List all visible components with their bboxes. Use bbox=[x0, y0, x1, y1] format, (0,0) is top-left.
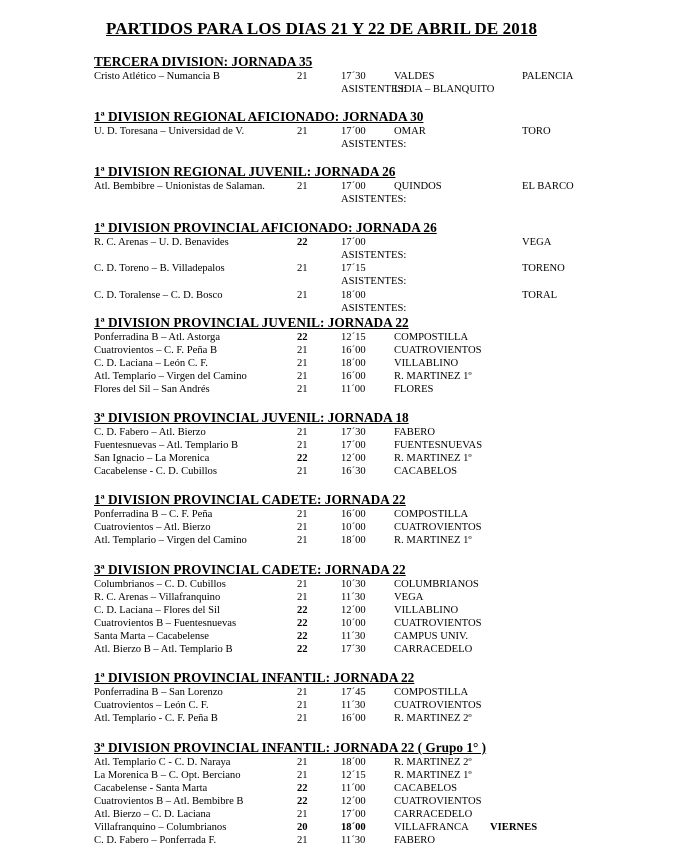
match-day: 21 bbox=[297, 427, 308, 438]
match-row bbox=[0, 686, 700, 699]
match-row bbox=[0, 591, 700, 604]
section-heading: 1ª DIVISION PROVINCIAL CADETE: JORNADA 22 bbox=[94, 492, 406, 507]
asistentes-label: ASISTENTES: bbox=[341, 276, 407, 287]
match-time: 16´00 bbox=[341, 509, 366, 520]
match-row bbox=[0, 821, 700, 834]
match-time: 18´00 bbox=[341, 822, 366, 833]
match-field: R. MARTINEZ 1º bbox=[394, 453, 472, 464]
match-teams: Cristo Atlético – Numancia B bbox=[94, 71, 220, 82]
match-field: R. MARTINEZ 2º bbox=[394, 757, 472, 768]
match-field: FLORES bbox=[394, 384, 434, 395]
match-time: 12´00 bbox=[341, 453, 366, 464]
match-teams: Cacabelense - C. D. Cubillos bbox=[94, 466, 217, 477]
match-day: 21 bbox=[297, 71, 308, 82]
match-day: 21 bbox=[297, 713, 308, 724]
match-day: 21 bbox=[297, 757, 308, 768]
match-row bbox=[0, 125, 700, 138]
match-row bbox=[0, 383, 700, 396]
match-teams: Flores del Sil – San Andrés bbox=[94, 384, 210, 395]
match-row bbox=[0, 578, 700, 591]
match-row bbox=[0, 331, 700, 344]
match-teams: Ponferradina B – San Lorenzo bbox=[94, 687, 223, 698]
match-row bbox=[0, 344, 700, 357]
asistentes-row bbox=[0, 193, 700, 206]
asistentes-row bbox=[0, 275, 700, 288]
match-teams: Atl. Bembibre – Unionistas de Salaman. bbox=[94, 181, 265, 192]
match-time: 11´00 bbox=[341, 384, 366, 395]
match-field: COMPOSTILLA bbox=[394, 509, 469, 520]
match-teams: San Ignacio – La Morenica bbox=[94, 453, 210, 464]
match-teams: Fuentesnuevas – Atl. Templario B bbox=[94, 440, 239, 451]
match-teams: Santa Marta – Cacabelense bbox=[94, 631, 210, 642]
match-time: 12´00 bbox=[341, 796, 366, 807]
match-day: 21 bbox=[297, 126, 308, 137]
match-teams: C. D. Fabero – Ponferrada F. bbox=[94, 835, 217, 846]
match-time: 17´00 bbox=[341, 809, 366, 820]
match-day: 22 bbox=[297, 644, 308, 655]
match-day: 22 bbox=[297, 618, 308, 629]
match-time: 10´30 bbox=[341, 579, 366, 590]
match-field: OMAR bbox=[394, 126, 426, 137]
match-teams: Ponferradina B – C. F. Peña bbox=[94, 509, 213, 520]
match-row bbox=[0, 630, 700, 643]
match-teams: R. C. Arenas – Villafranquino bbox=[94, 592, 221, 603]
match-day: 21 bbox=[297, 371, 308, 382]
match-field: R. MARTINEZ 1º bbox=[394, 770, 472, 781]
match-field: CUATROVIENTOS bbox=[394, 796, 482, 807]
page-title: PARTIDOS PARA LOS DIAS 21 Y 22 DE ABRIL DE 2018 bbox=[106, 19, 538, 38]
section-heading: 3ª DIVISION PROVINCIAL CADETE: JORNADA 22 bbox=[94, 562, 406, 577]
match-day: 21 bbox=[297, 809, 308, 820]
match-time: 11´30 bbox=[341, 835, 366, 846]
match-teams: C. D. Laciana – Flores del Sil bbox=[94, 605, 220, 616]
match-teams: Columbrianos – C. D. Cubillos bbox=[94, 579, 226, 590]
match-field: CUATROVIENTOS bbox=[394, 618, 482, 629]
match-field: CACABELOS bbox=[394, 783, 457, 794]
match-day: 21 bbox=[297, 770, 308, 781]
match-teams: C. D. Laciana – León C. F. bbox=[94, 358, 208, 369]
section-heading: 1ª DIVISION PROVINCIAL AFICIONADO: JORNADA 26 bbox=[94, 220, 437, 235]
match-field: CUATROVIENTOS bbox=[394, 345, 482, 356]
match-row bbox=[0, 643, 700, 656]
match-day: 21 bbox=[297, 509, 308, 520]
section-heading: 1ª DIVISION REGIONAL JUVENIL: JORNADA 26 bbox=[94, 164, 396, 179]
match-row bbox=[0, 782, 700, 795]
match-day: 21 bbox=[297, 263, 308, 274]
match-row bbox=[0, 834, 700, 847]
match-teams: Cuatrovientos B – Atl. Bembibre B bbox=[94, 796, 244, 807]
match-time: 16´00 bbox=[341, 345, 366, 356]
match-row bbox=[0, 439, 700, 452]
match-day: 22 bbox=[297, 631, 308, 642]
match-row bbox=[0, 236, 700, 249]
match-time: 17´00 bbox=[341, 126, 366, 137]
match-time: 16´00 bbox=[341, 371, 366, 382]
section-heading: 1ª DIVISION PROVINCIAL INFANTIL: JORNADA 22 bbox=[94, 670, 415, 685]
match-field: CAMPUS UNIV. bbox=[394, 631, 468, 642]
match-town: TORO bbox=[522, 126, 551, 137]
match-time: 10´00 bbox=[341, 618, 366, 629]
match-time: 11´00 bbox=[341, 783, 366, 794]
match-teams: C. D. Fabero – Atl. Bierzo bbox=[94, 427, 206, 438]
match-row bbox=[0, 756, 700, 769]
match-time: 17´30 bbox=[341, 427, 366, 438]
match-row bbox=[0, 180, 700, 193]
match-day: 22 bbox=[297, 453, 308, 464]
match-day: 21 bbox=[297, 345, 308, 356]
match-day: 21 bbox=[297, 535, 308, 546]
match-field: CUATROVIENTOS bbox=[394, 700, 482, 711]
match-row bbox=[0, 712, 700, 725]
match-row bbox=[0, 534, 700, 547]
match-row bbox=[0, 769, 700, 782]
match-day: 21 bbox=[297, 522, 308, 533]
match-day: 21 bbox=[297, 384, 308, 395]
match-row bbox=[0, 699, 700, 712]
asistentes-label: ASISTENTES: bbox=[341, 194, 407, 205]
match-time: 11´30 bbox=[341, 631, 366, 642]
match-field: CARRACEDELO bbox=[394, 644, 473, 655]
match-field: COLUMBRIANOS bbox=[394, 579, 479, 590]
match-teams: Atl. Templario – Virgen del Camino bbox=[94, 535, 247, 546]
match-time: 10´00 bbox=[341, 522, 366, 533]
match-field: FABERO bbox=[394, 427, 436, 438]
match-field: CARRACEDELO bbox=[394, 809, 473, 820]
match-teams: C. D. Toreno – B. Villadepalos bbox=[94, 263, 225, 274]
match-row bbox=[0, 370, 700, 383]
match-day: 21 bbox=[297, 466, 308, 477]
match-teams: Cacabelense - Santa Marta bbox=[94, 783, 208, 794]
match-row bbox=[0, 465, 700, 478]
section-heading: 3ª DIVISION PROVINCIAL INFANTIL: JORNADA 22 ( Grupo 1° ) bbox=[94, 740, 487, 755]
match-field: COMPOSTILLA bbox=[394, 332, 469, 343]
match-row bbox=[0, 452, 700, 465]
match-town: PALENCIA bbox=[522, 71, 574, 82]
match-field: R. MARTINEZ 1º bbox=[394, 535, 472, 546]
match-day: 21 bbox=[297, 700, 308, 711]
match-row bbox=[0, 808, 700, 821]
match-day: 21 bbox=[297, 592, 308, 603]
match-time: 17´45 bbox=[341, 687, 366, 698]
match-field: R. MARTINEZ 2º bbox=[394, 713, 472, 724]
section-heading: 1ª DIVISION PROVINCIAL JUVENIL: JORNADA 22 bbox=[94, 315, 409, 330]
match-day: 21 bbox=[297, 290, 308, 301]
match-teams: Ponferradina B – Atl. Astorga bbox=[94, 332, 221, 343]
match-field: R. MARTINEZ 1º bbox=[394, 371, 472, 382]
match-day: 22 bbox=[297, 237, 308, 248]
match-row bbox=[0, 795, 700, 808]
match-time: 17´30 bbox=[341, 644, 366, 655]
match-row bbox=[0, 508, 700, 521]
referee-names: LIDIA – BLANQUITO bbox=[394, 84, 495, 95]
match-teams: Cuatrovientos B – Fuentesnuevas bbox=[94, 618, 237, 629]
match-teams: U. D. Toresana – Universidad de V. bbox=[94, 126, 245, 137]
asistentes-label: ASISTENTES: bbox=[341, 84, 407, 95]
match-time: 17´00 bbox=[341, 181, 366, 192]
asistentes-row bbox=[0, 302, 700, 315]
match-day: 22 bbox=[297, 796, 308, 807]
match-day: 20 bbox=[297, 822, 308, 833]
match-teams: Atl. Templario - C. F. Peña B bbox=[94, 713, 218, 724]
match-teams: Atl. Templario C - C. D. Naraya bbox=[94, 757, 231, 768]
match-day: 21 bbox=[297, 579, 308, 590]
match-town: VEGA bbox=[522, 237, 552, 248]
match-town: TORAL bbox=[522, 290, 558, 301]
match-row bbox=[0, 617, 700, 630]
match-teams: La Morenica B – C. Opt. Berciano bbox=[94, 770, 241, 781]
match-field: VILLAFRANCA bbox=[394, 822, 469, 833]
match-time: 18´00 bbox=[341, 757, 366, 768]
match-teams: Villafranquino – Columbrianos bbox=[94, 822, 227, 833]
match-day: 21 bbox=[297, 181, 308, 192]
match-note: VIERNES bbox=[490, 822, 538, 833]
asistentes-row bbox=[0, 249, 700, 262]
match-time: 17´00 bbox=[341, 440, 366, 451]
match-time: 18´00 bbox=[341, 535, 366, 546]
match-teams: Atl. Templario – Virgen del Camino bbox=[94, 371, 247, 382]
section-heading: 1ª DIVISION REGIONAL AFICIONADO: JORNADA 30 bbox=[94, 109, 424, 124]
match-time: 18´00 bbox=[341, 290, 366, 301]
match-day: 22 bbox=[297, 332, 308, 343]
match-teams: Cuatrovientos – Atl. Bierzo bbox=[94, 522, 211, 533]
match-time: 12´15 bbox=[341, 332, 366, 343]
match-teams: C. D. Toralense – C. D. Bosco bbox=[94, 290, 223, 301]
match-field: COMPOSTILLA bbox=[394, 687, 469, 698]
asistentes-row bbox=[0, 138, 700, 151]
match-time: 17´00 bbox=[341, 237, 366, 248]
match-row bbox=[0, 521, 700, 534]
match-time: 17´30 bbox=[341, 71, 366, 82]
asistentes-row bbox=[0, 83, 700, 96]
match-field: FUENTESNUEVAS bbox=[394, 440, 483, 451]
match-time: 12´15 bbox=[341, 770, 366, 781]
match-field: CUATROVIENTOS bbox=[394, 522, 482, 533]
match-time: 11´30 bbox=[341, 700, 366, 711]
match-field: VILLABLINO bbox=[394, 605, 459, 616]
match-day: 21 bbox=[297, 358, 308, 369]
match-time: 18´00 bbox=[341, 358, 366, 369]
match-time: 12´00 bbox=[341, 605, 366, 616]
asistentes-label: ASISTENTES: bbox=[341, 303, 407, 314]
match-row bbox=[0, 262, 700, 275]
match-time: 17´15 bbox=[341, 263, 366, 274]
match-teams: Atl. Bierzo B – Atl. Templario B bbox=[94, 644, 233, 655]
match-teams: Cuatrovientos – León C. F. bbox=[94, 700, 209, 711]
match-teams: Atl. Bierzo – C. D. Laciana bbox=[94, 809, 211, 820]
match-row bbox=[0, 426, 700, 439]
match-time: 16´30 bbox=[341, 466, 366, 477]
match-teams: R. C. Arenas – U. D. Benavides bbox=[94, 237, 229, 248]
match-town: TORENO bbox=[522, 263, 565, 274]
match-day: 22 bbox=[297, 605, 308, 616]
match-day: 21 bbox=[297, 835, 308, 846]
asistentes-label: ASISTENTES: bbox=[341, 139, 407, 150]
match-row bbox=[0, 357, 700, 370]
match-day: 21 bbox=[297, 440, 308, 451]
match-field: VEGA bbox=[394, 592, 424, 603]
match-time: 11´30 bbox=[341, 592, 366, 603]
match-day: 21 bbox=[297, 687, 308, 698]
match-row bbox=[0, 289, 700, 302]
match-row bbox=[0, 70, 700, 83]
section-heading: TERCERA DIVISION: JORNADA 35 bbox=[94, 54, 313, 69]
match-field: QUINDOS bbox=[394, 181, 442, 192]
match-field: VALDES bbox=[394, 71, 435, 82]
section-heading: 3ª DIVISION PROVINCIAL JUVENIL: JORNADA 18 bbox=[94, 410, 409, 425]
match-teams: Cuatrovientos – C. F. Peña B bbox=[94, 345, 218, 356]
match-time: 16´00 bbox=[341, 713, 366, 724]
match-day: 22 bbox=[297, 783, 308, 794]
match-row bbox=[0, 604, 700, 617]
match-town: EL BARCO bbox=[522, 181, 574, 192]
match-field: VILLABLINO bbox=[394, 358, 459, 369]
asistentes-label: ASISTENTES: bbox=[341, 250, 407, 261]
match-field: FABERO bbox=[394, 835, 436, 846]
match-field: CACABELOS bbox=[394, 466, 457, 477]
